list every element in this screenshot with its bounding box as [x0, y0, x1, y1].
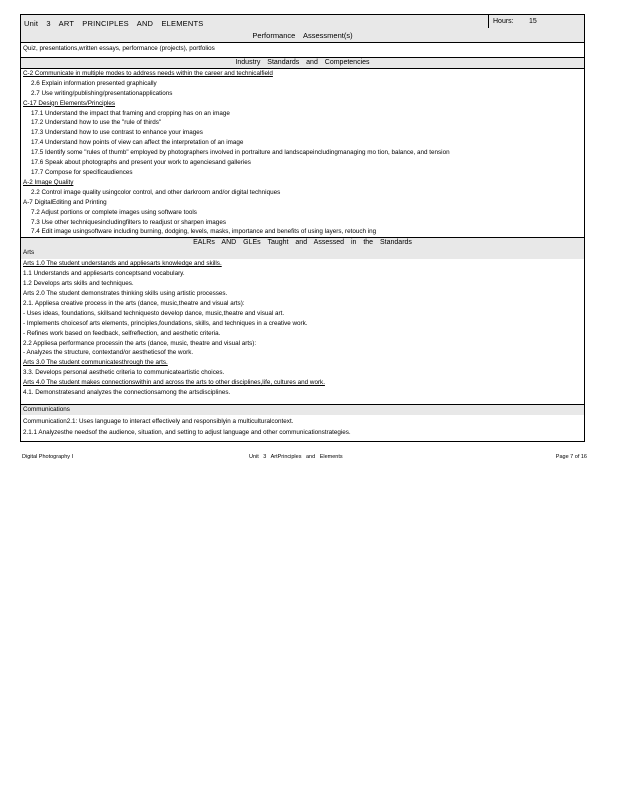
list-item: 3.3. Develops personal aesthetic criteria to communicateartistic choices. [23, 369, 225, 377]
list-item: 7.3 Use other techniquesincludingfilters to readjust or sharpen images [31, 218, 226, 226]
list-item: Arts 1.0 The student understands and appliesarts knowledge and skills. [23, 260, 222, 268]
ealrs-header [21, 237, 584, 259]
footer-left: Digital Photography I [22, 454, 74, 460]
list-item: 2.2 Control image quality usingcolor control, and other darkroom and/or digital techniques [31, 188, 281, 196]
list-item: C-2 Communicate in multiple modes to address needs within the career and technicalfield [23, 69, 273, 77]
list-item: Arts 2.0 The student demonstrates thinking skills using artistic processes. [23, 290, 228, 298]
communications-heading: Communications [21, 404, 584, 415]
list-item: 17.6 Speak about photographs and present your work to agenciesand galleries [31, 159, 251, 167]
list-item: - Uses ideas, foundations, skillsand techniquesto develop dance, music,theatre and visual art. [23, 309, 285, 317]
hours-value: 15 [529, 18, 537, 25]
page-footer [22, 454, 587, 462]
list-item: 17.5 Identify some "rules of thumb" employed by photographers involved in portraiture and landscapeincludingmanaging mo tion, balance, and tension [31, 149, 450, 157]
list-item: 4.1. Demonstratesand analyzes the connectionsamong the artsdisciplines. [23, 389, 231, 397]
list-item: A-7 DigitalEditing and Printing [23, 198, 107, 206]
list-item: C-17 Design Elements/Principles [23, 99, 116, 107]
assessment-text: Quiz, presentations,written essays, performance (projects), portfolios [23, 45, 215, 52]
unit-header [21, 15, 584, 43]
list-item: Arts 3.0 The student communicatesthrough the arts. [23, 359, 168, 367]
unit-table [20, 14, 585, 442]
list-item: 7.2 Adjust portions or complete images using software tools [31, 208, 197, 216]
list-item: 1.1 Understands and appliesarts conceptsand vocabulary. [23, 270, 185, 278]
list-item: 7.4 Edit image usingsoftware including burning, dodging, levels, masks, importance and benefits of using layers, retouch ing [31, 228, 377, 236]
communications-list [21, 415, 584, 441]
unit-title: Unit 3 ART PRINCIPLES AND ELEMENTS [24, 19, 204, 28]
industry-list [21, 69, 584, 237]
list-item: 1.2 Develops arts skills and techniques. [23, 280, 134, 288]
list-item: - Refines work based on feedback, selfreflection, and aesthetic criteria. [23, 329, 221, 337]
arts-list [21, 259, 584, 398]
hours-cell [488, 15, 584, 28]
footer-center: Unit 3 ArtPrinciples and Elements [249, 454, 343, 460]
arts-heading: Arts [23, 249, 35, 257]
list-item: 2.1.1 Analyzesthe needsof the audience, situation, and setting to adjust language and other communicationstrategies. [23, 428, 351, 436]
list-item: 17.2 Understand how to use the "rule of thirds" [31, 119, 162, 127]
ealrs-title: EALRs AND GLEs Taught and Assessed in the Standards [193, 239, 412, 247]
hours-label: Hours: [493, 18, 514, 25]
list-item: 2.1. Appliesa creative process in the arts (dance, music,theatre and visual arts): [23, 299, 245, 307]
footer-right: Page 7 of 16 [555, 454, 587, 460]
industry-title: Industry Standards and Competencies [21, 57, 584, 69]
list-item: 2.6 Explain information presented graphically [31, 79, 157, 87]
list-item: Arts 4.0 The student makes connectionswithin and across the arts to other disciplines,life, cultures and work. [23, 379, 325, 387]
document [20, 14, 585, 442]
list-item: A-2 Image Quality [23, 178, 74, 186]
list-item: 2.7 Use writing/publishing/presentationapplications [31, 89, 173, 97]
list-item: 17.1 Understand the impact that framing and cropping has on an image [31, 109, 230, 117]
list-item: 17.4 Understand how points of view can affect the interpretation of an image [31, 139, 244, 147]
list-item: 17.3 Understand how to use contrast to enhance your images [31, 129, 203, 137]
list-item: - Analyzes the structure, contextand/or aestheticsof the work. [23, 349, 194, 357]
list-item: 17.7 Compose for specificaudiences [31, 168, 133, 176]
list-item: 2.2 Appliesa performance processin the arts (dance, music, theatre and visual arts): [23, 339, 257, 347]
assessment-title: Performance Assessment(s) [252, 31, 353, 40]
list-item: Communication2.1: Uses language to interact effectively and responsiblyin a multiculturalcontext. [23, 418, 294, 425]
list-item: - Implements choicesof arts elements, principles,foundations, skills, and techniques in a creative work. [23, 319, 308, 327]
